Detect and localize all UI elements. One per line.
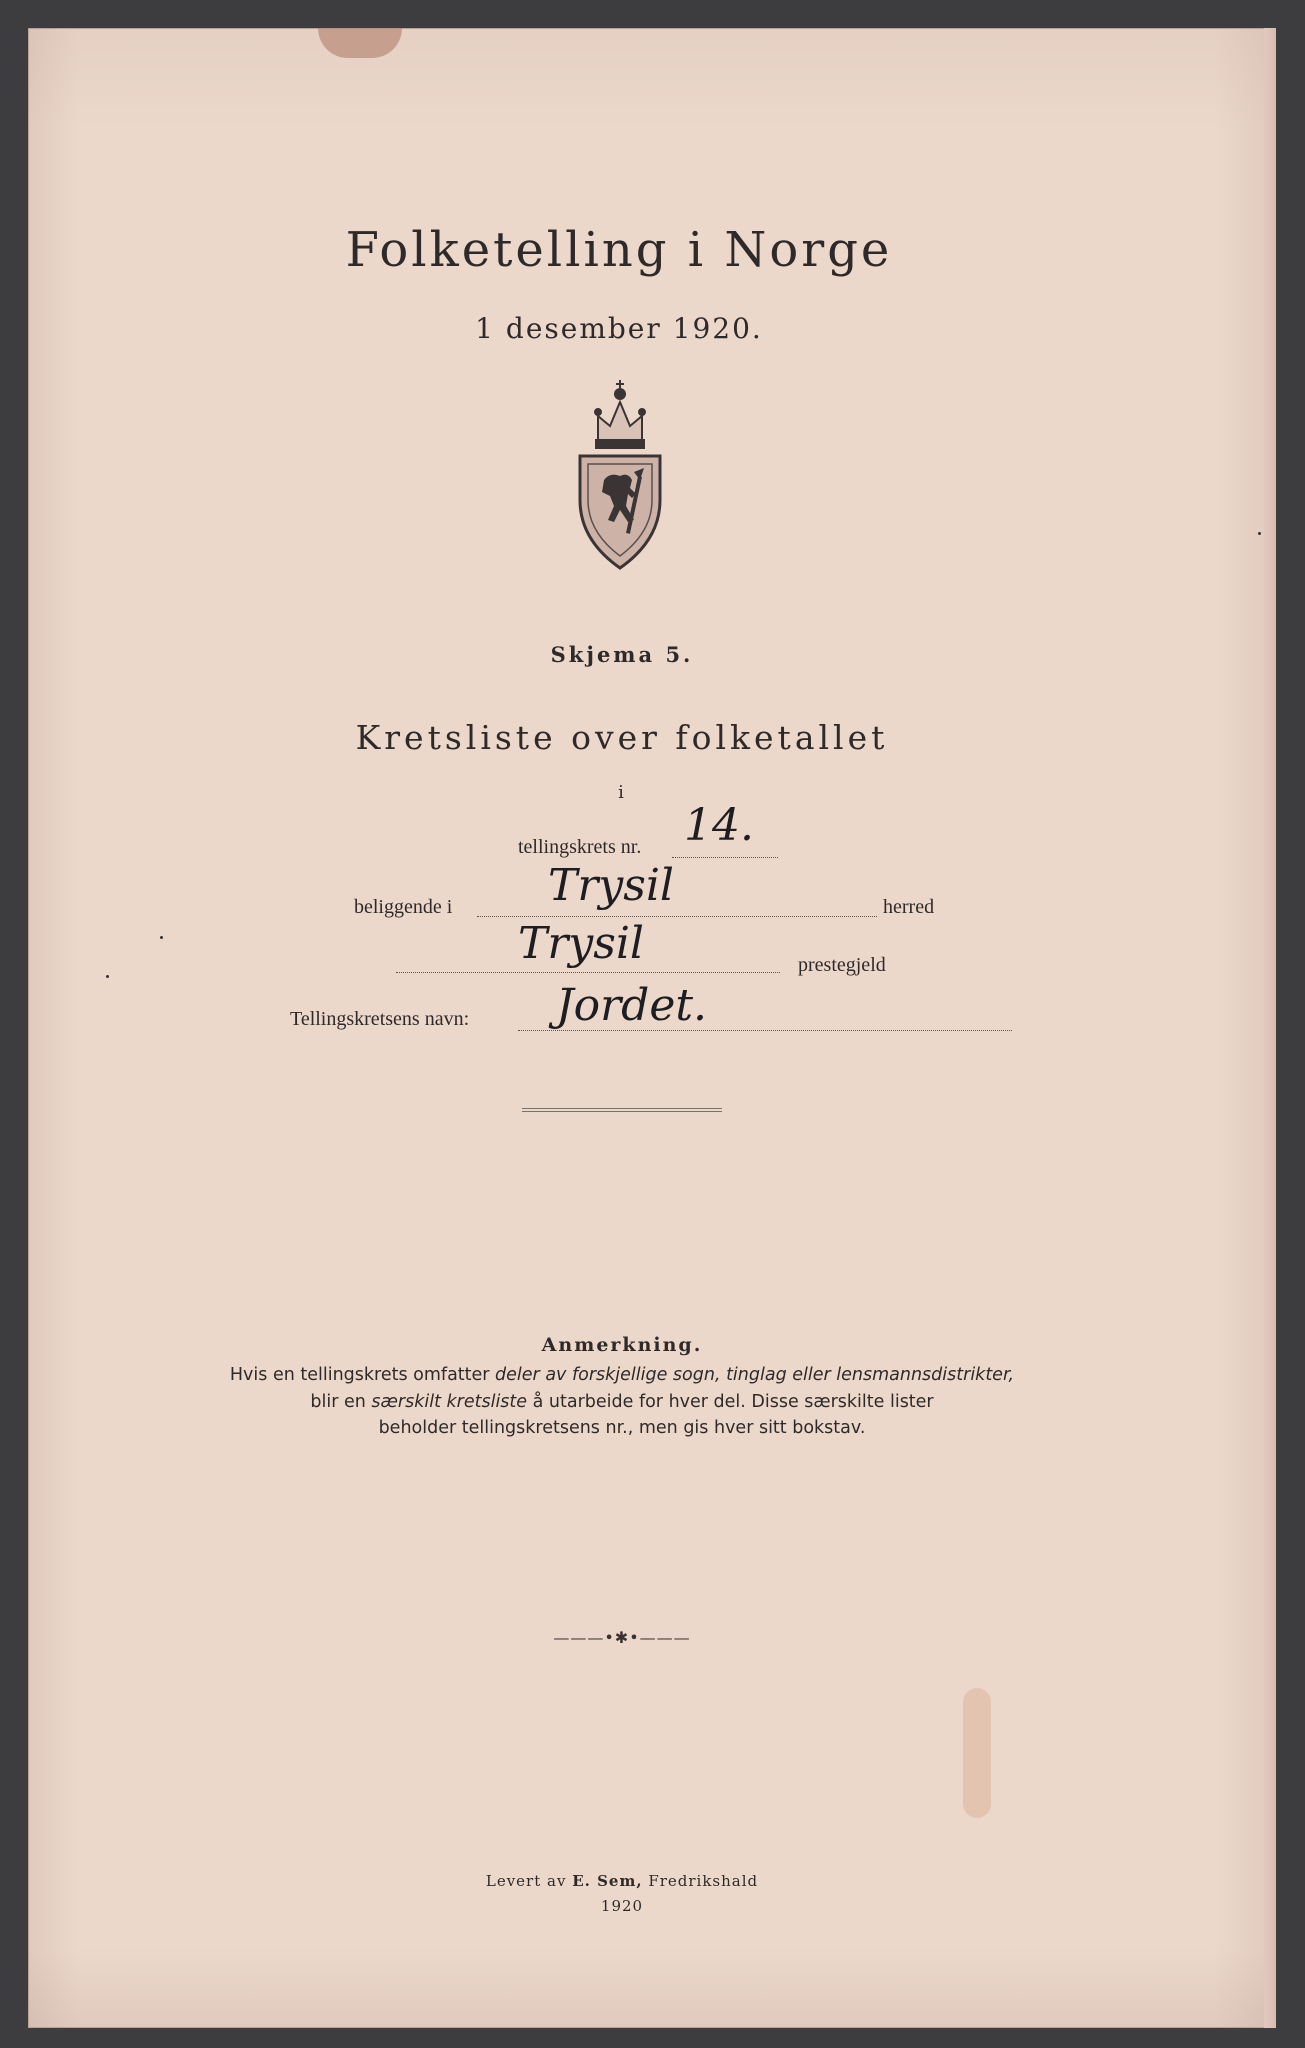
municipality-value[interactable]: Trysil: [548, 860, 674, 911]
census-date: 1 desember 1920.: [475, 312, 763, 345]
section-divider: [522, 1108, 722, 1112]
preposition-text: i: [618, 782, 624, 803]
district-name-value[interactable]: Jordet.: [556, 980, 708, 1031]
note-line-3: beholder tellingskretsens nr., men gis hver sitt bokstav.: [378, 1418, 866, 1438]
district-number-label: tellingskrets nr.: [518, 836, 642, 858]
district-name-label: Tellingskretsens navn:: [290, 1008, 470, 1030]
printer-suffix: Fredrikshald: [642, 1872, 759, 1890]
paper-stain: [318, 28, 402, 58]
page-edge: [1264, 28, 1276, 2028]
printer-year: 1920: [600, 1897, 644, 1915]
ornament-divider: ———•✱•———: [553, 1628, 691, 1647]
note-line-2-text: blir en: [310, 1392, 372, 1412]
printer-credit: [486, 1872, 758, 1890]
paper-speck: [106, 975, 109, 978]
paper-speck: [160, 936, 163, 939]
form-title: Kretsliste over folketallet: [355, 718, 889, 757]
note-line-2: [310, 1392, 933, 1412]
located-in-label: beliggende i: [354, 896, 453, 918]
paper-stain: [963, 1688, 991, 1818]
parish-value[interactable]: Trysil: [518, 918, 644, 969]
parish-rule: [396, 972, 780, 973]
printer-name: E. Sem,: [572, 1872, 643, 1890]
note-line-1-italic: deler av forskjellige sogn, tinglag eller lensmannsdistrikter,: [495, 1365, 1015, 1385]
note-heading: Anmerkning.: [541, 1334, 703, 1356]
district-number-rule: [672, 857, 778, 858]
district-number-value[interactable]: 14.: [684, 800, 754, 851]
municipality-rule: [477, 916, 877, 917]
note-line-1-text: Hvis en tellingskrets omfatter: [229, 1365, 496, 1385]
note-line-2-italic: særskilt kretsliste: [371, 1392, 528, 1412]
page-title: Folketelling i Norge: [345, 222, 893, 278]
printer-prefix: Levert av: [485, 1872, 573, 1890]
note-line-2-rest: å utarbeide for hver del. Disse særskilte lister: [527, 1392, 934, 1412]
form-number: Skjema 5.: [550, 642, 694, 667]
municipality-suffix: herred: [883, 896, 935, 918]
note-line-1: [230, 1365, 1014, 1385]
parish-suffix: prestegjeld: [798, 954, 886, 976]
paper-speck: [1258, 532, 1261, 535]
norway-coat-of-arms-icon: [570, 380, 670, 570]
